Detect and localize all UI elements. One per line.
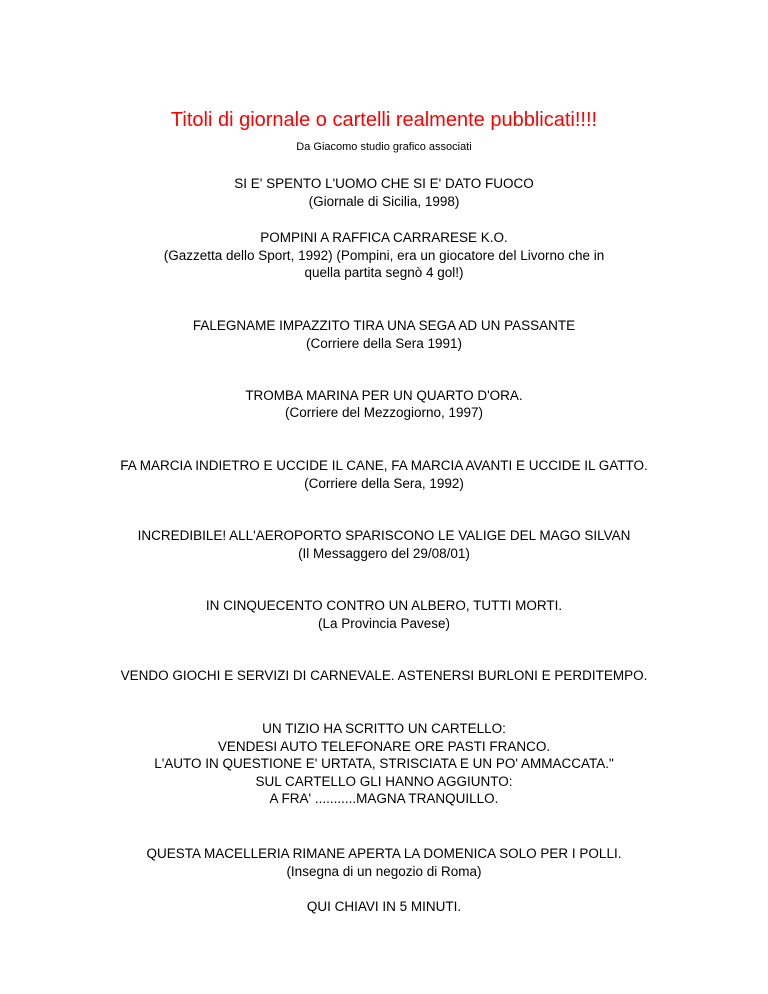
- headline-3: FALEGNAME IMPAZZITO TIRA UNA SEGA AD UN PASSANTE: [192, 318, 576, 333]
- page-subtitle: Da Giacomo studio grafico associati: [296, 141, 472, 153]
- headline-6: INCREDIBILE! ALL'AEROPORTO SPARISCONO LE VALIGE DEL MAGO SILVAN: [137, 528, 631, 543]
- headline-1: SI E' SPENTO L'UOMO CHE SI E' DATO FUOCO: [234, 176, 534, 191]
- headline-7: IN CINQUECENTO CONTRO UN ALBERO, TUTTI MORTI.: [205, 598, 563, 613]
- headline-10: QUESTA MACELLERIA RIMANE APERTA LA DOMENICA SOLO PER I POLLI.: [146, 846, 622, 861]
- sign-story-line-4: SUL CARTELLO GLI HANNO AGGIUNTO:: [255, 774, 513, 789]
- source-5: (Corriere della Sera, 1992): [304, 476, 464, 491]
- headline-5: FA MARCIA INDIETRO E UCCIDE IL CANE, FA MARCIA AVANTI E UCCIDE IL GATTO.: [120, 458, 648, 473]
- headline-8: VENDO GIOCHI E SERVIZI DI CARNEVALE. ASTENERSI BURLONI E PERDITEMPO.: [120, 668, 648, 683]
- headline-2: POMPINI A RAFFICA CARRARESE K.O.: [260, 230, 508, 245]
- headline-4: TROMBA MARINA PER UN QUARTO D'ORA.: [245, 388, 523, 403]
- source-1: (Giornale di Sicilia, 1998): [308, 194, 460, 209]
- sign-story-line-2: VENDESI AUTO TELEFONARE ORE PASTI FRANCO.: [217, 739, 551, 754]
- source-10: (Insegna di un negozio di Roma): [286, 864, 482, 879]
- sign-story-line-5: A FRA' ...........MAGNA TRANQUILLO.: [269, 791, 499, 806]
- source-6: (Il Messaggero del 29/08/01): [298, 546, 470, 561]
- source-3: (Corriere della Sera 1991): [305, 336, 463, 351]
- source-2-line-1: (Gazzetta dello Sport, 1992) (Pompini, era un giocatore del Livorno che in: [163, 248, 605, 263]
- source-2-line-2: quella partita segnò 4 gol!): [304, 265, 464, 280]
- headline-11: QUI CHIAVI IN 5 MINUTI.: [306, 899, 462, 914]
- source-4: (Corriere del Mezzogiorno, 1997): [284, 405, 484, 420]
- source-7: (La Provincia Pavese): [317, 616, 451, 631]
- page-title: Titoli di giornale o cartelli realmente pubblicati!!!!: [170, 109, 598, 131]
- sign-story-line-3: L'AUTO IN QUESTIONE E' URTATA, STRISCIATA E UN PO' AMMACCATA.": [154, 756, 614, 771]
- sign-story-line-1: UN TIZIO HA SCRITTO UN CARTELLO:: [262, 721, 506, 736]
